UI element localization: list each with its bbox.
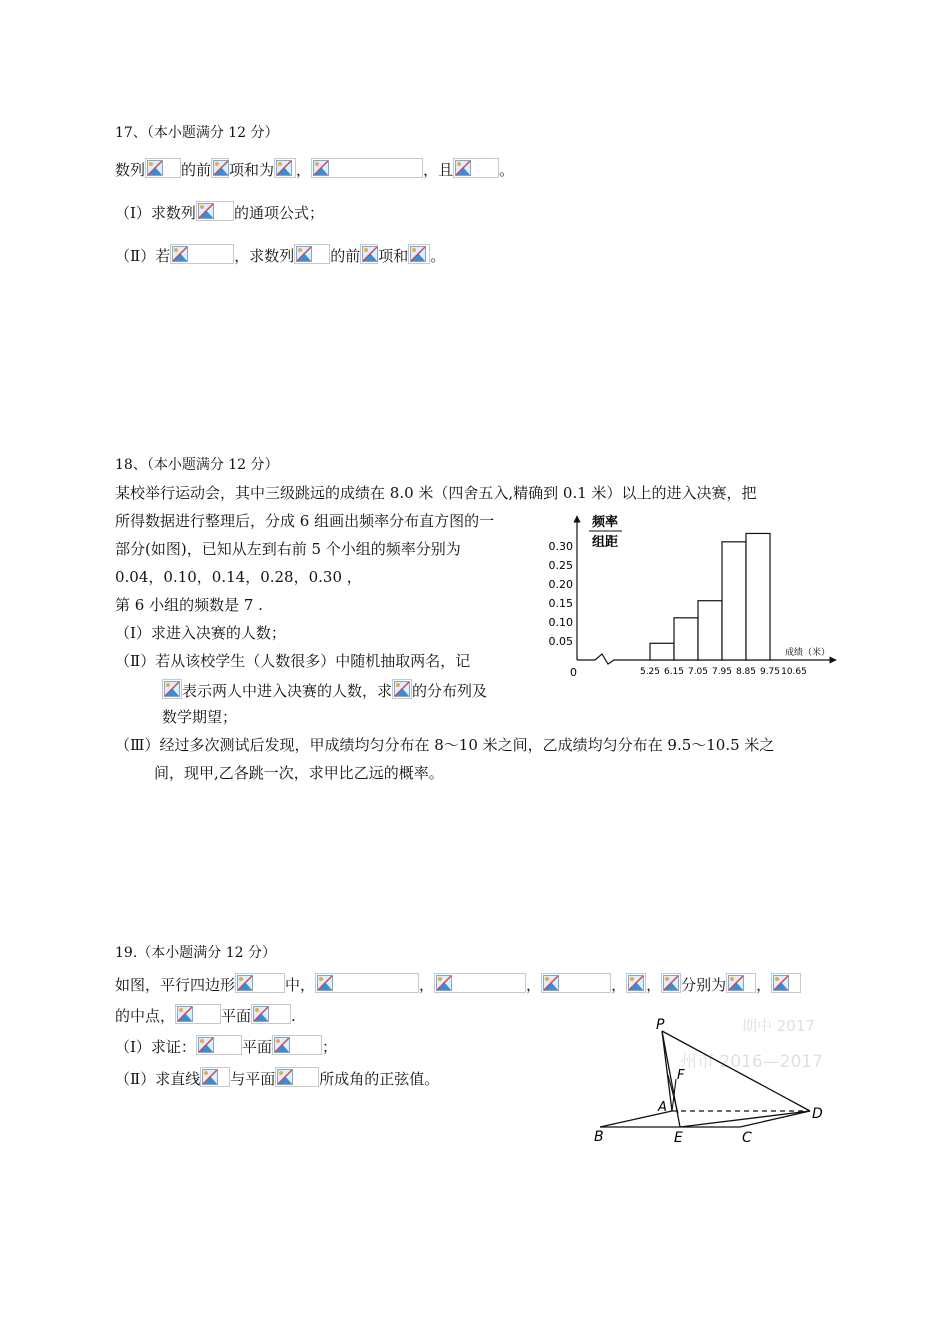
text: ， [646,976,662,994]
x-tick-label: 8.85 [735,667,757,677]
x-tick-label: 5.25 [639,667,661,677]
xlabel: 成绩（米） [785,648,831,658]
ylabel-bottom: 组距 [592,535,619,550]
formula-image [408,244,430,264]
formula-image [360,244,378,264]
text: 平面 [241,1038,272,1056]
text: 平面 [221,1007,252,1025]
text: . [291,1007,296,1025]
q18-part3-b: 间，现甲,乙各跳一次，求甲比乙远的概率。 [154,764,444,782]
watermark-text: 州市 2016—2017 [680,1052,823,1072]
text: 的分布列及 [412,682,488,700]
broken-image-icon [436,975,452,991]
formula-image [626,973,646,993]
formula-image [170,244,234,264]
y-tick-label: 0.25 [548,559,573,572]
q18-part3-a: （Ⅲ）经过多次测试后发现，甲成绩均匀分布在 8～10 米之间，乙成绩均匀分布在 9.5～10.5 米之 [115,736,775,754]
broken-image-icon [172,246,188,262]
q18-part2-b [162,679,487,701]
y-tick-label: 0.05 [548,635,573,648]
origin-label: 0 [570,666,577,679]
formula-image [392,679,412,699]
broken-image-icon [213,160,229,176]
text: ，且 [423,161,454,179]
broken-image-icon [164,681,180,697]
formula-image [453,158,499,178]
text: （Ⅱ）求直线 [115,1070,201,1088]
q18-part1: （Ⅰ）求进入决赛的人数； [115,624,286,642]
text: ， [756,976,772,994]
broken-image-icon [410,246,426,262]
q19-part2 [115,1067,439,1089]
formula-image [294,244,330,264]
formula-image [311,158,423,178]
q18-part2-a: （Ⅱ）若从该校学生（人数很多）中随机抽取两名，记 [115,652,471,670]
formula-image [200,1067,230,1087]
broken-image-icon [198,1037,214,1053]
formula-image [196,201,234,221]
formula-image [272,1035,322,1055]
broken-image-icon [177,1006,193,1022]
segment-AF [672,1079,676,1111]
x-tick-label: 6.15 [663,667,685,677]
bar-7.05-7.95 [698,601,722,660]
q19-text-line1 [115,973,801,995]
pyramid-figure [592,1015,842,1153]
text: 数列 [115,161,146,179]
formula-image [211,158,229,178]
text: 。 [430,247,446,265]
broken-image-icon [728,975,744,991]
q19-heading: 19.（本小题满分 12 分） [115,945,276,961]
q19-text-line2 [115,1004,296,1026]
broken-image-icon [237,975,253,991]
edge-ED [680,1111,810,1127]
q18-text-line1: 某校举行运动会，其中三级跳远的成绩在 8.0 米（四舍五入,精确到 0.1 米）以上的进入决赛，把 [115,484,757,502]
ylabel-top: 频率 [592,515,619,530]
formula-image [274,158,296,178]
text: 分别为 [681,976,727,994]
broken-image-icon [296,246,312,262]
q18-text-line2: 所得数据进行整理后，分成 6 组画出频率分布直方图的一 [115,512,495,530]
formula-image [275,1067,319,1087]
q17-part1 [115,201,324,223]
text: （Ⅰ）求证： [115,1038,196,1056]
text: ， [419,976,435,994]
bars [650,533,770,660]
y-tick-label: 0.20 [548,578,573,591]
label-D: D [812,1106,823,1122]
broken-image-icon [313,160,329,176]
broken-image-icon [276,160,292,176]
broken-image-icon [663,975,679,991]
bar-6.15-7.05 [674,618,698,660]
watermark [680,1017,823,1072]
formula-image [771,973,801,993]
formula-image [196,1035,242,1055]
text: 与平面 [230,1070,276,1088]
text: 的中点， [115,1007,176,1025]
text: 项和为 [229,161,275,179]
edge-PA [662,1031,672,1111]
q17-part2 [115,244,445,266]
text: ； [321,1038,337,1056]
formula-image [726,973,756,993]
formula-image [251,1004,291,1024]
x-tick-label: 7.95 [711,667,733,677]
q18-text-line5: 第 6 小组的频数是 7 . [115,596,263,614]
text: ，求数列 [234,247,295,265]
broken-image-icon [198,203,214,219]
text: ， [526,976,542,994]
broken-image-icon [147,160,163,176]
formula-image [315,973,419,993]
y-tick-label: 0.15 [548,597,573,610]
broken-image-icon [317,975,333,991]
broken-image-icon [628,975,644,991]
broken-image-icon [543,975,559,991]
broken-image-icon [773,975,789,991]
broken-image-icon [277,1069,293,1085]
formula-image [434,973,526,993]
text: 项和 [378,247,409,265]
label-B: B [594,1129,604,1145]
bar-7.95-8.85 [722,542,746,660]
text: ， [296,161,312,179]
text: 的前 [181,161,212,179]
q18-heading: 18、（本小题满分 12 分） [115,457,279,473]
text: （Ⅰ）求数列 [115,204,196,222]
bar-8.85-9.75 [746,533,770,660]
q17-heading: 17、（本小题满分 12 分） [115,125,279,141]
text: 的前 [330,247,361,265]
frequency-histogram [540,508,840,684]
label-C: C [742,1130,752,1146]
broken-image-icon [253,1006,269,1022]
broken-image-icon [394,681,410,697]
formula-image [235,973,285,993]
text: 中， [285,976,316,994]
edge-CD [740,1111,810,1127]
text: ， [611,976,627,994]
formula-image [541,973,611,993]
formula-image [661,973,681,993]
label-P: P [656,1017,665,1033]
x-tick-label: 10.65 [781,667,807,677]
formula-image [175,1004,221,1024]
formula-image [145,158,181,178]
text: 的通项公式； [233,204,324,222]
broken-image-icon [455,160,471,176]
q19-part1 [115,1035,337,1057]
q18-part2-c: 数学期望； [162,708,238,726]
text: 表示两人中进入决赛的人数，求 [182,682,393,700]
text: （Ⅱ）若 [115,247,171,265]
label-F: F [677,1068,685,1083]
x-tick-label: 9.75 [759,667,781,677]
q18-text-line4: 0.04，0.10，0.14，0.28，0.30 ， [115,568,362,586]
y-tick-label: 0.30 [548,540,573,553]
broken-image-icon [202,1069,218,1085]
watermark-text: 期中 2017 [742,1017,815,1035]
label-A: A [658,1100,667,1115]
broken-image-icon [274,1037,290,1053]
label-E: E [674,1130,683,1146]
bar-5.25-6.15 [650,643,674,660]
formula-image [162,679,182,699]
q17-stem [115,158,514,180]
text: 如图，平行四边形 [115,976,236,994]
y-tick-label: 0.10 [548,616,573,629]
text: 所成角的正弦值。 [319,1070,440,1088]
broken-image-icon [362,246,378,262]
q18-text-line3: 部分(如图)，已知从左到右前 5 个小组的频率分别为 [115,540,461,558]
text: 。 [499,161,515,179]
x-tick-label: 7.05 [687,667,709,677]
